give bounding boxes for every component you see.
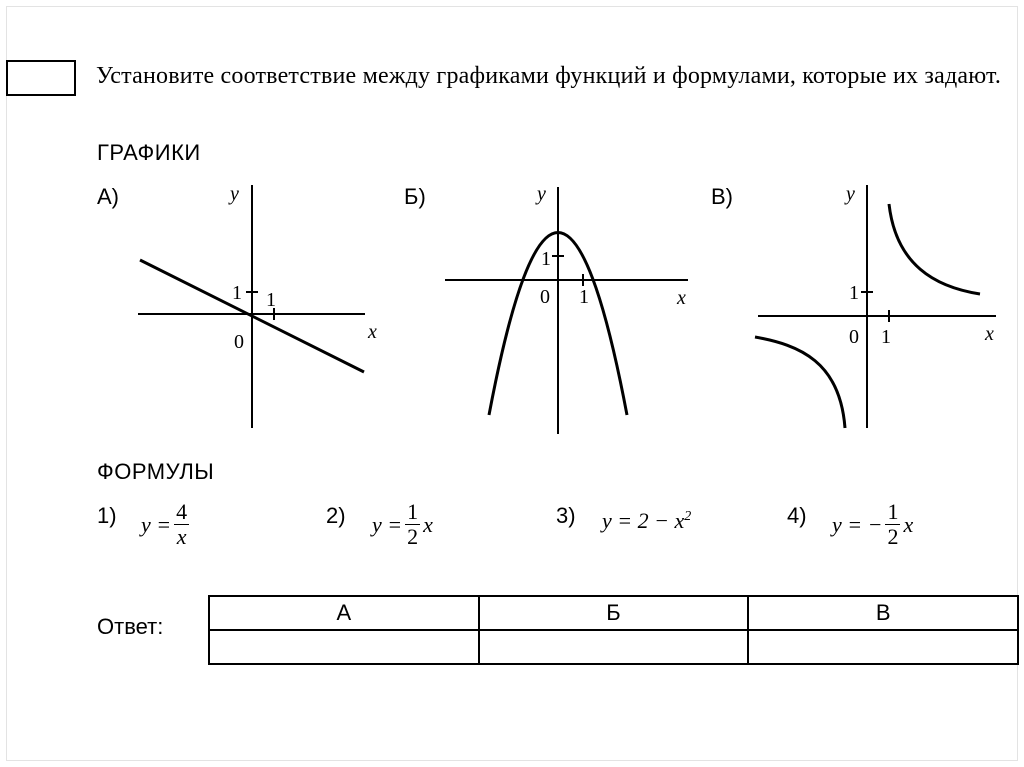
graph-c-tick-x-label: 1 xyxy=(881,326,891,348)
formula-4-fraction xyxy=(885,500,900,549)
formula-2 xyxy=(372,500,433,549)
graph-c xyxy=(755,185,996,428)
answer-column-a: А xyxy=(209,596,479,630)
graph-b-x-label: x xyxy=(677,287,686,309)
formula-1-fraction xyxy=(174,500,189,549)
formula-1-lhs: y = xyxy=(141,511,172,537)
formula-1-number: 1) xyxy=(97,503,117,528)
graph-c-y-label: y xyxy=(846,183,855,205)
formula-4-number: 4) xyxy=(787,503,807,528)
graph-b-origin: 0 xyxy=(540,286,550,308)
formula-3-exponent: 2 xyxy=(684,509,692,524)
formulas-heading: ФОРМУЛЫ xyxy=(97,459,215,484)
formula-1-denominator: x xyxy=(176,524,187,549)
formula-2-number: 2) xyxy=(326,503,346,528)
graph-b-letter: Б) xyxy=(404,184,426,209)
graphs-heading: ГРАФИКИ xyxy=(97,140,201,165)
answer-cell-a[interactable] xyxy=(209,630,479,664)
graph-c-origin: 0 xyxy=(849,326,859,348)
formula-2-numerator: 1 xyxy=(407,499,419,524)
graph-b xyxy=(445,187,688,434)
graph-b-y-label: y xyxy=(537,183,546,205)
graph-b-tick-x-label: 1 xyxy=(579,286,589,308)
graph-a-tick-x-label: 1 xyxy=(266,289,276,311)
answer-column-b: Б xyxy=(479,596,749,630)
formula-3-text: y = 2 − x xyxy=(602,508,685,533)
answer-values-row xyxy=(209,630,1018,664)
formula-3 xyxy=(602,508,691,534)
graph-c-letter: В) xyxy=(711,184,733,209)
answer-label: Ответ: xyxy=(97,614,164,639)
graph-a-x-label: x xyxy=(368,321,377,343)
graph-a-letter: А) xyxy=(97,184,119,209)
graph-c-x-label: x xyxy=(985,323,994,345)
graph-b-tick-y-label: 1 xyxy=(541,248,551,270)
formula-4-tail: x xyxy=(903,511,914,537)
formula-4-denominator: 2 xyxy=(887,524,899,549)
formula-1-numerator: 4 xyxy=(176,499,188,524)
answer-table xyxy=(208,595,1019,665)
formula-4-lhs: y = − xyxy=(832,511,883,537)
formula-2-denominator: 2 xyxy=(407,524,419,549)
formula-1 xyxy=(141,500,192,549)
formula-2-tail: x xyxy=(423,511,433,537)
graph-c-tick-y-label: 1 xyxy=(849,282,859,304)
formula-4 xyxy=(832,500,913,549)
answer-cell-b[interactable] xyxy=(479,630,749,664)
answer-cell-c[interactable] xyxy=(748,630,1018,664)
graph-a xyxy=(138,185,365,428)
graph-a-origin: 0 xyxy=(234,331,244,353)
graph-c-branch-positive xyxy=(889,204,980,294)
task-statement: Установите соответствие между графиками функций и формулами, которые их задают. xyxy=(96,63,1002,89)
formula-2-lhs: y = xyxy=(372,511,403,537)
formula-3-number: 3) xyxy=(556,503,576,528)
graph-c-branch-negative xyxy=(755,337,845,428)
answer-header-row xyxy=(209,596,1018,630)
formula-4-numerator: 1 xyxy=(887,499,899,524)
graph-a-tick-y-label: 1 xyxy=(232,282,242,304)
answer-column-c: В xyxy=(748,596,1018,630)
graph-a-y-label: y xyxy=(230,183,239,205)
formula-2-fraction xyxy=(405,500,420,549)
